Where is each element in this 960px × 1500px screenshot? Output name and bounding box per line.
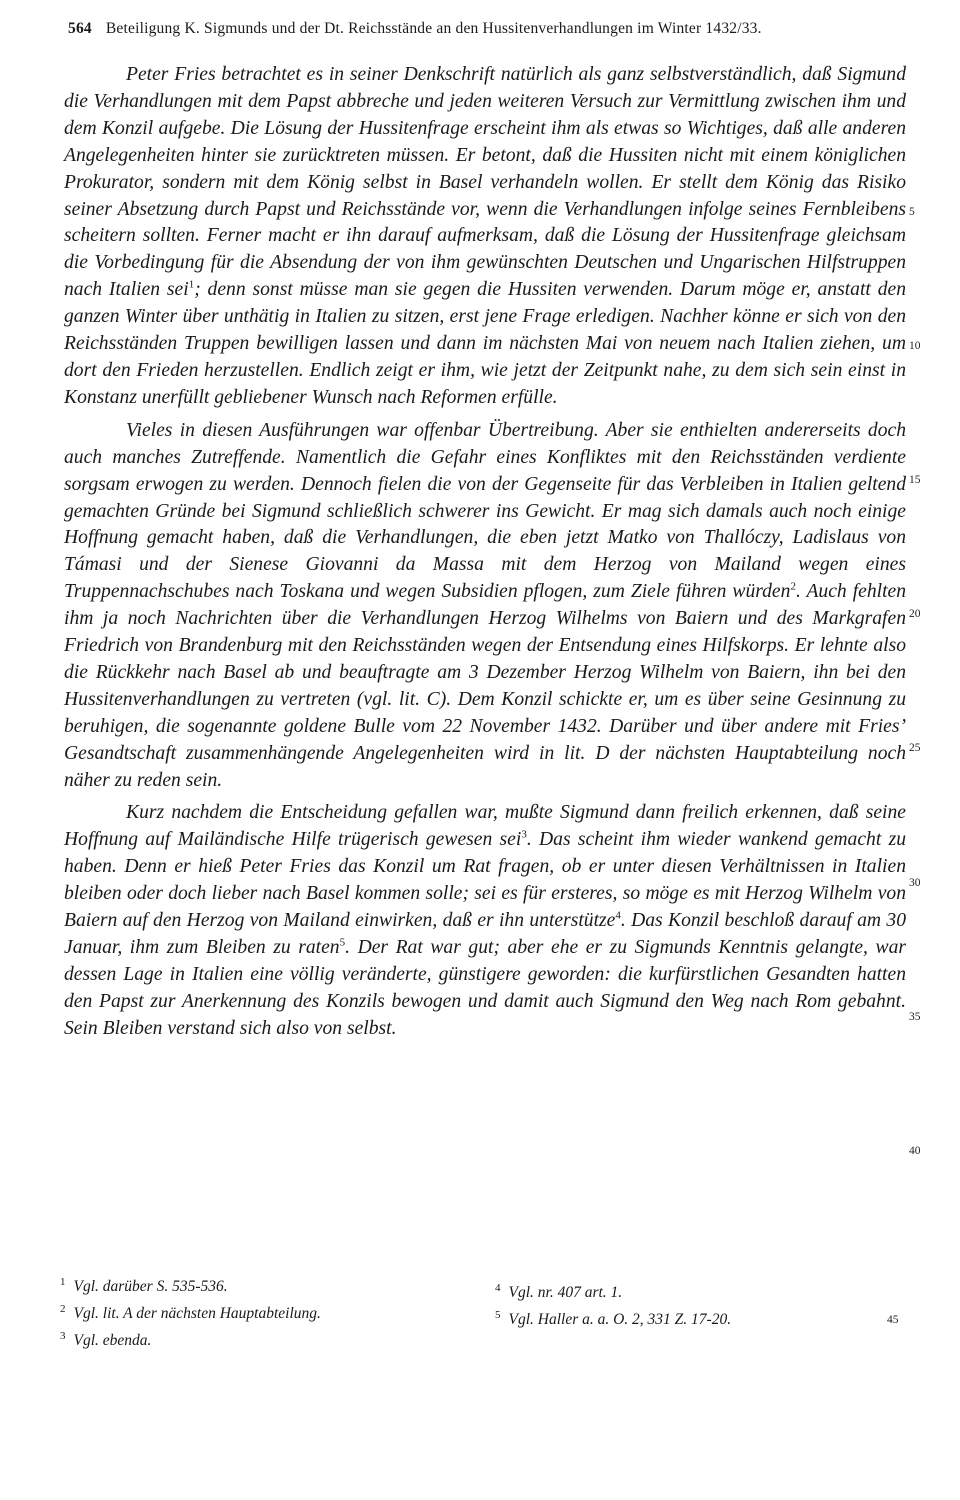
footnote [495,1277,875,1304]
paragraph-text: . Auch fehlten ihm ja noch Nachrichten über die Verhandlungen Herzog Wilhelms von Baiern und des Markgrafen Friedrich von Brandenburg mit den Reichsständen wegen der Entsendung eines Hilfskorps. Er lehnte also die Rückkehr nach Basel ab und beauftragte am 3 Dezember Herzog Wilhelm von Baiern, ihn bei den Hussitenverhandlungen zu vertreten (vgl. lit. C). Dem Konzil schickte er, um es über seine Gesinnung zu beruhigen, die sogenannte goldene Bulle vom 22 November 1432. Darüber und über andere mit Fries’ Gesandtschaft zusammenhängende Angelegenheiten wird in lit. D der nächsten Hauptabteilung noch näher zu reden sein. [64,581,907,791]
footnote-text: Vgl. darüber S. 535-536. [73,1278,228,1296]
paragraph-3 [64,800,906,1042]
footnote-number: 5 [495,1309,501,1322]
paragraph-1 [64,62,906,412]
footnote-ref[interactable]: 4 [615,909,621,922]
footnote-number: 4 [495,1282,501,1294]
line-number: 30 [909,877,921,889]
footnote [60,1325,480,1352]
footnote-text: Vgl. nr. 407 art. 1. [508,1284,623,1302]
footnote-ref[interactable]: 5 [339,936,346,949]
paragraph-text: Kurz nachdem die Entscheidung gefallen war, mußte Sigmund dann freilich erkennen, daß seine Hoffnung auf Mailändische Hilfe trügerisch gewesen sei [64,802,906,851]
footnote-number: 2 [60,1303,66,1316]
footnote-number: 3 [60,1330,66,1343]
footnotes-right-column [495,1277,875,1331]
paragraph-text: Vieles in diesen Ausführungen war offenbar Übertreibung. Aber sie enthielten andererseits doch auch manches Zutreffende. Namentlich die Gefahr eines Konfliktes mit den Reichsständen verdiente sorgsam erwogen zu werden. Dennoch fielen die von der Gegenseite für das Verbleiben in Italien geltend gemachten Gründe bei Sigmund schließlich schwerer ins Gewicht. Er mag sich damals auch noch einige Hoffnung gemacht haben, daß die Verhandlungen, die eben jetzt Matko von Thallóczy, Ladislaus von Támasi und der Sienese Giovanni da Massa mit dem Herzog von Mailand wegen eines Truppennachschubes nach Toskana und wegen Subsidien pflogen, zum Ziele führen würden [64,419,906,603]
line-number: 25 [909,742,921,754]
footnote-ref[interactable]: 1 [188,278,195,291]
footnote [495,1304,875,1331]
footnote [60,1298,480,1325]
footnote-text: Vgl. ebenda. [73,1332,152,1350]
footnote-ref[interactable]: 2 [790,580,796,593]
footnote [60,1271,480,1298]
footnote-text: Vgl. lit. A der nächsten Hauptabteilung. [73,1305,321,1323]
paragraph-text: . Der Rat war gut; aber ehe er zu Sigmunds Kenntnis gelangte, war dessen Lage in Italien eine völlig veränderte, günstigere geworden: die kurfürstlichen Gesandten hatten den Papst zur Anerkennung des Konzils bewogen und damit auch Sigmund den Weg nach Rom gebahnt. Sein Bleiben verstand sich also von selbst. [64,937,906,1039]
line-number: 40 [909,1145,921,1157]
line-number: 10 [909,340,921,352]
paragraph-text: . Das scheint ihm wieder wankend gemacht zu haben. Denn er hieß Peter Fries das Konzil um Rat fragen, ob er unter diesen Verhältnissen in Italien bleiben oder doch lieber nach Basel kommen solle; sei es für ersteres, so möge es mit Herzog Wilhelm von Baiern auf den Herzog von Mailand einwirken, daß er ihn unterstütze [64,829,906,932]
running-title: Beteiligung K. Sigmunds und der Dt. Reichsstände an den Hussitenverhandlungen im Winter 1432/33. [105,20,762,37]
footnote-ref[interactable]: 3 [521,828,527,841]
line-number: 5 [909,206,915,218]
footnote-text: Vgl. Haller a. a. O. 2, 331 Z. 17-20. [508,1311,732,1329]
page-number: 564 [68,20,92,37]
line-number: 20 [909,608,921,620]
line-number: 35 [909,1011,921,1023]
line-number: 15 [909,474,921,486]
paragraph-text: ; denn sonst müsse man sie gegen die Hussiten verwenden. Darum möge er, anstatt den ganzen Winter über unthätig in Italien zu sitzen, erst jene Frage erledigen. Nachher könne er sich von den Reichsständen Truppen bewilligen lassen und dann im nächsten Mai von neuem nach Italien ziehen, um dort den Frieden herzustellen. Endlich zeigt er ihm, wie jetzt der Zeitpunkt nahe, zu dem sich sein einst in Konstanz unerfüllt gebliebener Wunsch nach Reformen erfülle. [64,279,906,408]
footnotes-left-column [60,1271,480,1352]
footnote-number: 1 [60,1276,66,1288]
paragraph-text: . Das Konzil beschloß darauf am 30 Januar, ihm zum Bleiben zu raten [64,910,906,958]
paragraph-text: Peter Fries betrachtet es in seiner Denkschrift natürlich als ganz selbstverständlich, daß Sigmund die Verhandlungen mit dem Papst abbreche und jeden weiteren Versuch zur Vermittlung zwischen ihm und dem Konzil aufgebe. Die Lösung der Hussitenfrage erscheint ihm als etwas so Wichtiges, daß alle anderen Angelegenheiten hinter sie zurücktreten müssen. Er betont, daß die Hussiten nicht mit einem königlichen Prokurator, sondern mit dem König selbst in Basel verhandeln wollen. Er stellt dem König das Risiko seiner Absetzung durch Papst und Reichsstände vor, wenn die Verhandlungen infolge seines Fernbleibens scheitern sollten. Ferner macht er ihn darauf aufmerksam, daß die Lösung der Hussitenfrage gleichsam die Vorbedingung für die Absendung der von ihm gewünschten Deutschen und Ungarischen Hilfstruppen nach Italien sei [64,64,906,301]
line-number: 45 [887,1314,899,1326]
running-header [68,20,908,38]
main-text [64,62,906,1043]
paragraph-2 [64,418,906,795]
